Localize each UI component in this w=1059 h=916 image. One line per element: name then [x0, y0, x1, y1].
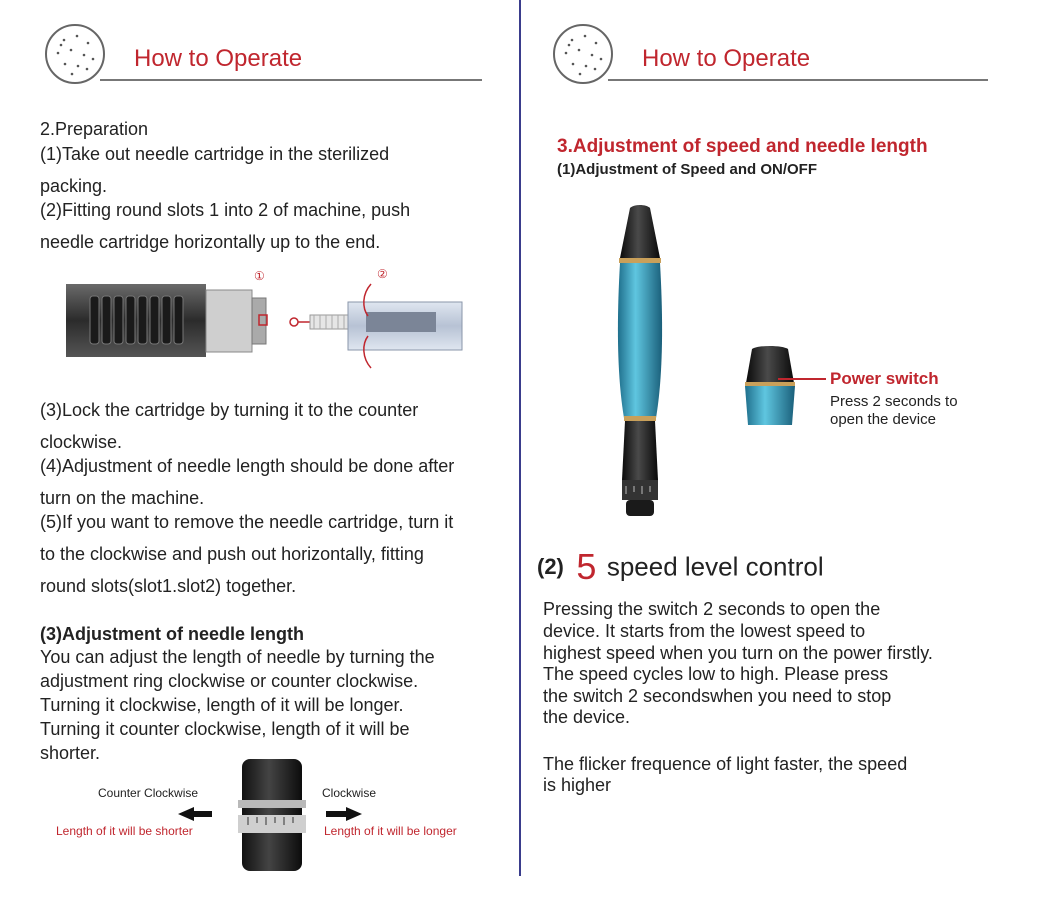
text-line: You can adjust the length of needle by turning the [40, 647, 435, 667]
text-line: highest speed when you turn on the power firstly. [543, 643, 933, 663]
speed-section-title: 3.Adjustment of speed and needle length [557, 136, 928, 157]
text-line: clockwise. [40, 432, 123, 452]
speed-subtitle: (1)Adjustment of Speed and ON/OFF [557, 161, 818, 178]
speed-level-heading [537, 546, 824, 588]
text-line: (2)Fitting round slots 1 into 2 of machine, push [40, 200, 411, 220]
text-line: needle cartridge horizontally up to the end. [40, 232, 381, 252]
power-switch-note: Press 2 seconds to [830, 393, 958, 410]
cartridge-fitting-diagram [66, 262, 466, 377]
speed-prefix: (2) [537, 554, 564, 579]
text-line: Turning it clockwise, length of it will be longer. [40, 695, 404, 715]
power-switch-note: open the device [830, 411, 936, 428]
power-switch-label: Power switch [830, 369, 939, 388]
text-line: the switch 2 secondswhen you need to stop [543, 686, 892, 706]
text-line: turn on the machine. [40, 488, 205, 508]
text-line: Turning it counter clockwise, length of it will be [40, 719, 410, 739]
counter-clockwise-label: Counter Clockwise [98, 786, 199, 800]
text-line: (3)Lock the cartridge by turning it to the counter [40, 400, 419, 420]
speed-level-title: speed level control [606, 551, 824, 582]
text-line: to the clockwise and push out horizontally, fitting [40, 544, 424, 564]
adjustment-ring-figure [50, 755, 490, 875]
text-line: is higher [543, 775, 612, 795]
text-line: round slots(slot1.slot2) together. [40, 576, 297, 596]
power-switch-image [740, 345, 800, 427]
text-line: adjustment ring clockwise or counter clockwise. [40, 671, 419, 691]
arrow-left-icon [178, 807, 212, 821]
text-line: The flicker frequence of light faster, the speed [543, 754, 908, 774]
page-divider [519, 0, 521, 876]
slot-2-label: ② [377, 267, 388, 281]
speed-level-count: 5 [576, 546, 597, 587]
left-header-rule [100, 79, 482, 81]
pen-device-image [600, 202, 690, 524]
clockwise-label: Clockwise [322, 786, 377, 800]
text-line: The speed cycles low to high. Please press [543, 664, 889, 684]
text-line: (5)If you want to remove the needle cartridge, turn it [40, 512, 454, 532]
text-line: the device. [543, 707, 631, 727]
dots-circle-icon [44, 23, 106, 85]
arrow-right-icon [326, 807, 362, 821]
power-switch-pointer-line [778, 378, 826, 380]
slot-1-label: ① [254, 269, 265, 283]
counter-clockwise-note: Length of it will be shorter [56, 824, 193, 838]
text-line: (1)Take out needle cartridge in the sterilized [40, 144, 390, 164]
text-line: (4)Adjustment of needle length should be done after [40, 456, 455, 476]
text-line: shorter. [40, 743, 101, 763]
text-line: packing. [40, 176, 108, 196]
text-line: Pressing the switch 2 seconds to open the [543, 599, 881, 619]
right-header-title: How to Operate [642, 45, 811, 72]
preparation-heading: 2.Preparation [40, 119, 149, 139]
needle-length-heading: (3)Adjustment of needle length [40, 624, 305, 644]
text-line: device. It starts from the lowest speed to [543, 621, 866, 641]
clockwise-note: Length of it will be longer [324, 824, 457, 838]
right-header-rule [608, 79, 988, 81]
left-header-title: How to Operate [134, 45, 303, 72]
dots-circle-icon [552, 23, 614, 85]
